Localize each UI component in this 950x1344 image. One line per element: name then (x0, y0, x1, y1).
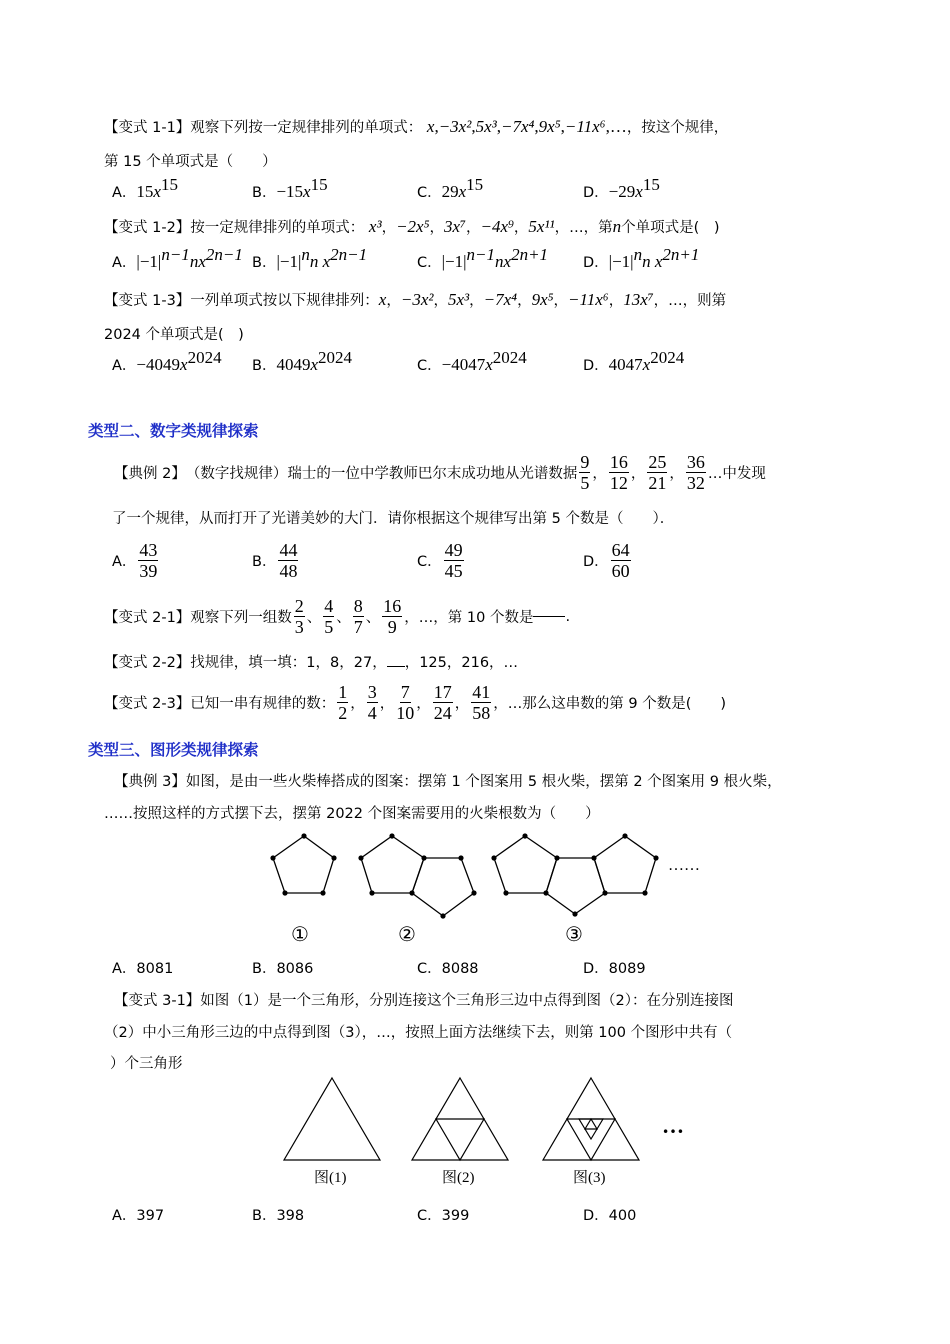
midpoint-triangles-figure (270, 1070, 690, 1195)
seq-term: −11x⁶ (564, 117, 606, 136)
figure-ellipsis: …… (668, 857, 700, 874)
option-c: C．$29x^{15}$ (417, 175, 484, 201)
example2-line1: 【典例 2】 （数字找规律）瑞士的一位中学教师巴尔末成功地从光谱数据 $\frac{9}{5}$ ， $\frac{16}{12}$ ， $\frac{25}{21}$ ， $\frac{36}{32}$ …中发现 (114, 451, 766, 493)
option-a: A．$|-1|^{n-1}nx^{2n-1}$ (112, 245, 243, 271)
figure-label-1: ① (291, 924, 309, 946)
seq-term: −7x⁴ (500, 117, 535, 136)
question-stem: 按一定规律排列的单项式： (190, 220, 365, 236)
question-label: 【变式 2-3】 (104, 696, 191, 712)
question-label: 【变式 1-3】 (104, 293, 191, 309)
seq-term: 5x³ (475, 117, 497, 136)
option-b: B．$4049x^{2024}$ (252, 348, 352, 374)
section-heading-type2: 类型二、数字类规律探索 (88, 421, 259, 440)
pentagon-1 (273, 836, 334, 893)
answer-blank[interactable] (533, 616, 565, 617)
triangle-2-inner (436, 1119, 484, 1160)
figure-label-3: ③ (565, 924, 583, 946)
option-c: C．$|-1|^{n-1}nx^{2n+1}$ (417, 245, 549, 271)
figure-label-3: 图(3) (573, 1170, 606, 1186)
question-label: 【变式 1-1】 (104, 120, 191, 136)
option-b: B．8086 (252, 961, 314, 977)
figure-label-2: ② (398, 924, 416, 946)
seq-term: 9x⁵ (538, 117, 561, 136)
option-d: D．8089 (583, 961, 646, 977)
v31-line3: ）个三角形 (110, 1056, 183, 1072)
figure-label-2: 图(2) (442, 1170, 475, 1186)
option-a: A．$15x^{15}$ (112, 175, 178, 201)
option-b: B． $\frac{44}{48}$ (252, 540, 298, 581)
option-c: C．8088 (417, 961, 479, 977)
question-stem: （数字找规律）瑞士的一位中学教师巴尔末成功地从光谱数据 (185, 465, 578, 482)
v13-line1: 【变式 1-3】一列单项式按以下规律排列：x，−3x²，5x³，−7x⁴，9x⁵，−11x⁶，13x⁷，…，则第 (104, 290, 727, 309)
v31-line2: （2）中小三角形三边的中点得到图（3），…，按照上面方法继续下去，则第 100 个图形中共有（ (104, 1025, 733, 1041)
fraction: $\frac{16}{12}$ (609, 451, 628, 493)
option-d: D．$-29x^{15}$ (583, 175, 660, 201)
seq-term: −3x² (438, 117, 472, 136)
question-label: 【变式 2-2】 (104, 655, 191, 671)
seq-term: x (426, 117, 435, 136)
answer-blank[interactable] (387, 666, 405, 667)
fraction: $\frac{25}{21}$ (648, 451, 667, 493)
option-c: C． $\frac{49}{45}$ (417, 540, 463, 581)
pentagon-3c (594, 836, 656, 893)
option-c: C．$-4047x^{2024}$ (417, 348, 527, 374)
option-d: D． $\frac{64}{60}$ (583, 540, 630, 581)
question-label: 【变式 2-1】 (104, 610, 191, 626)
figure-ellipsis: … (662, 1113, 684, 1138)
question-stem: 一列单项式按以下规律排列： (190, 293, 379, 309)
option-d: D．$4047x^{2024}$ (583, 348, 685, 374)
triangle-3-inner-3 (585, 1119, 597, 1129)
question-label: 【典例 2】 (114, 465, 186, 482)
option-c: C．399 (417, 1208, 470, 1224)
figure-label-1: 图(1) (314, 1170, 347, 1186)
fraction: $\frac{36}{32}$ (686, 451, 705, 493)
seq-term: −4x⁹ (480, 217, 514, 236)
seq-term: 3x⁷ (444, 217, 466, 236)
option-a: A． $\frac{43}{39}$ (112, 540, 158, 581)
section-heading-type3: 类型三、图形类规律探索 (88, 740, 259, 759)
seq-term: x³ (368, 217, 382, 236)
fraction: $\frac{9}{5}$ (580, 451, 590, 493)
v21-line: 【变式 2-1】 观察下列一组数 $\frac{2}{3}$ 、 $\frac{4}{5}$ 、 $\frac{8}{7}$ 、 $\frac{16}{9}$ ，…，第 10 个数是 . (104, 596, 571, 637)
example3-line2: ……按照这样的方式摆下去，摆第 2022 个图案需要用的火柴根数为（ ） (104, 806, 600, 822)
option-b: B．$-15x^{15}$ (252, 175, 328, 201)
v13-line2: 2024 个单项式是( ) (104, 327, 244, 343)
option-b: B．398 (252, 1208, 305, 1224)
example2-line2: 了一个规律，从而打开了光谱美妙的大门．请你根据这个规律写出第 5 个数是（ ）． (112, 511, 675, 527)
seq-term: … (609, 117, 627, 136)
v23-line: 【变式 2-3】 已知一串有规律的数： $\frac{1}{2}$ ， $\frac{3}{4}$ ， $\frac{7}{10}$ ， $\frac{17}{24}$ ， $\frac{41}{58}$ ，…那么这串数的第 9 个数是( ) (104, 682, 727, 723)
option-d: D．$|-1|^nn$ $x^{2n+1}$ (583, 245, 700, 271)
question-label: 【变式 1-2】 (104, 220, 191, 236)
v11-line2: 第 15 个单项式是（ ） (104, 154, 277, 170)
v11-line1: 【变式 1-1】观察下列按一定规律排列的单项式： x,−3x²,5x³,−7x⁴,9x⁵,−11x⁶,…，按这个规律， (104, 117, 729, 136)
pentagon-3a (494, 836, 557, 893)
seq-term: −2x⁵ (396, 217, 430, 236)
question-tail: ，按这个规律， (626, 120, 729, 136)
v22-line: 【变式 2-2】找规律，填一填：1，8，27， ，125，216，… (104, 655, 519, 671)
example3-line1: 【典例 3】如图，是由一些火柴棒搭成的图案：摆第 1 个图案用 5 根火柴，摆第 2 个图案用 9 根火柴， (114, 774, 782, 790)
pentagon-2b (412, 858, 474, 916)
option-a: A．8081 (112, 961, 174, 977)
triangle-1 (284, 1078, 380, 1160)
question-label: 【变式 3-1】 (114, 993, 201, 1009)
option-d: D．400 (583, 1208, 637, 1224)
option-a: A．$-4049x^{2024}$ (112, 348, 222, 374)
v31-line1: 【变式 3-1】如图（1）是一个三角形，分别连接这个三角形三边中点得到图（2）：在分别连接图 (114, 993, 734, 1009)
option-b: B．$|-1|^nn$ $x^{2n-1}$ (252, 245, 368, 271)
v12-line1: 【变式 1-2】按一定规律排列的单项式： x³，−2x⁵，3x⁷，−4x⁹，5x¹¹，…，第n个单项式是( ) (104, 217, 720, 236)
seq-term: 5x¹¹ (528, 217, 555, 236)
question-stem: 观察下列按一定规律排列的单项式： (190, 120, 423, 136)
question-label: 【典例 3】 (114, 774, 186, 790)
matchstick-pentagons-figure (260, 820, 720, 950)
option-a: A．397 (112, 1208, 165, 1224)
